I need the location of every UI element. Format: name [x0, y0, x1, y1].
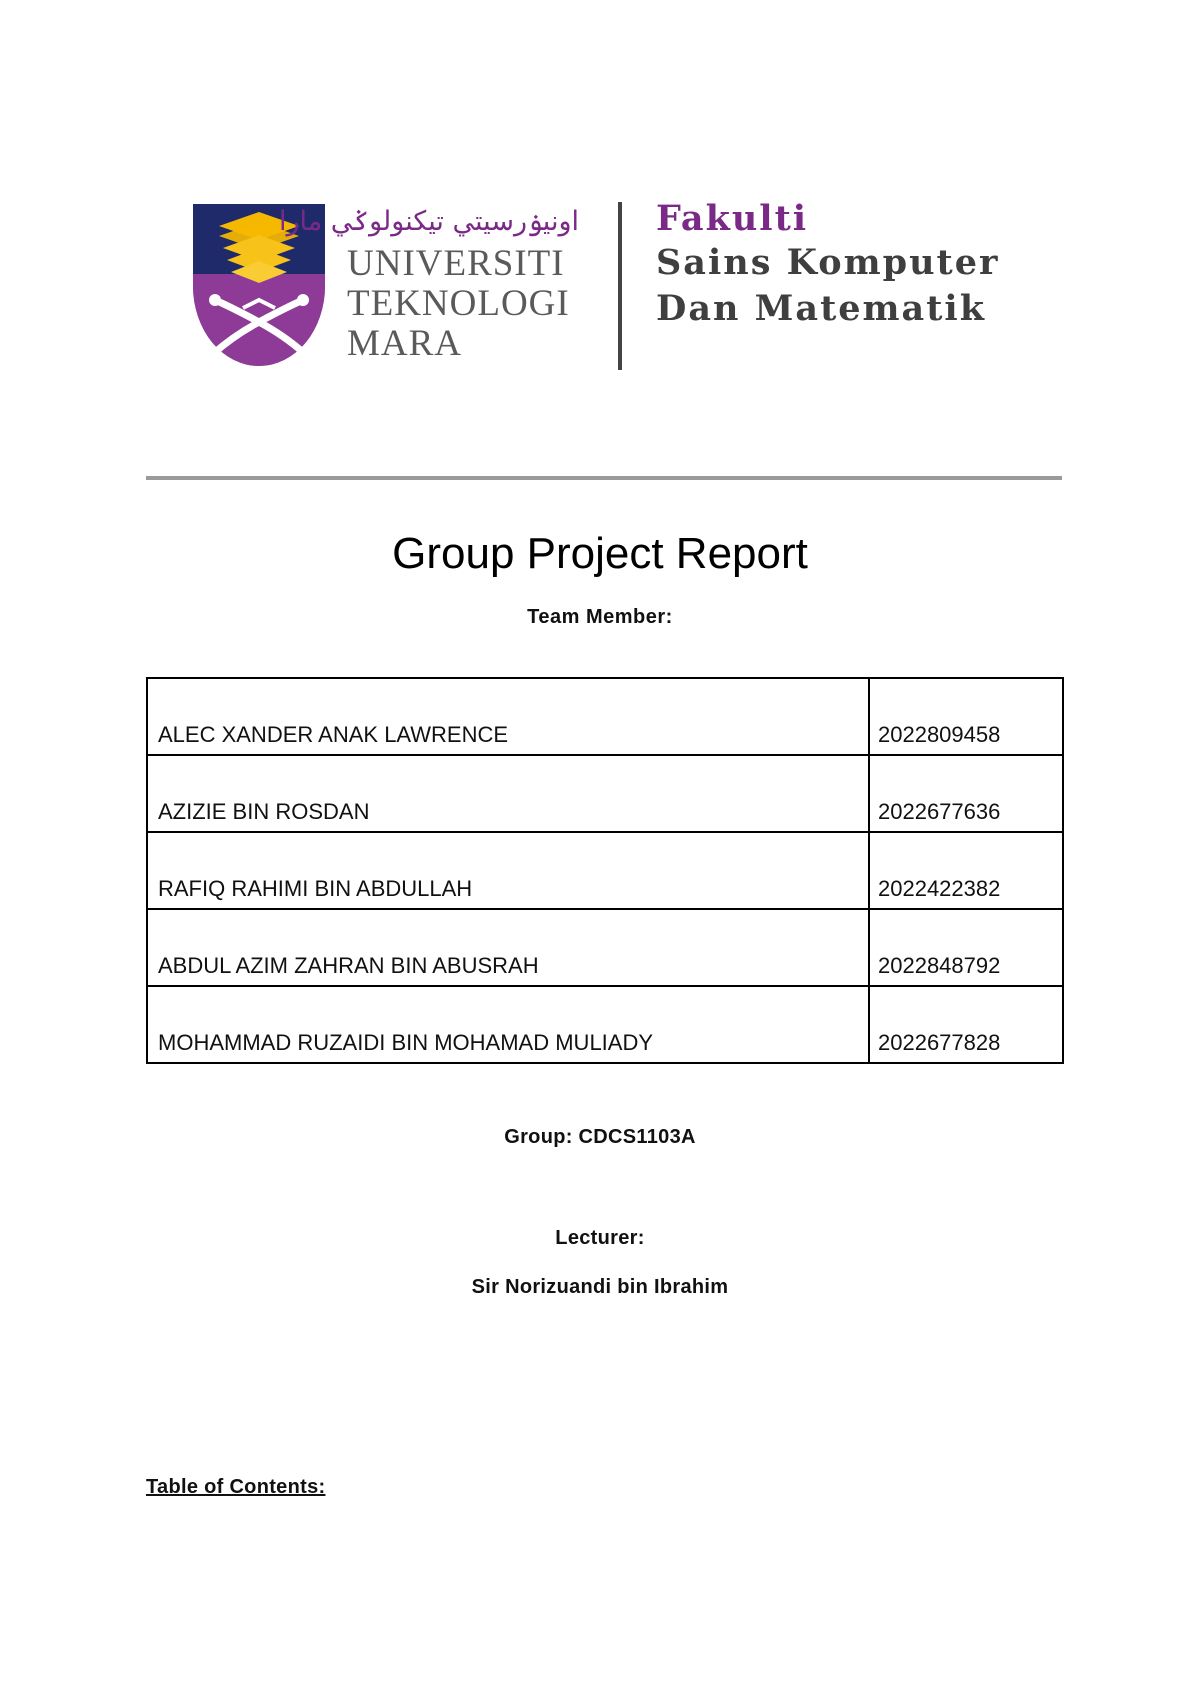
- report-title: Group Project Report: [392, 529, 808, 578]
- member-id: 2022677636: [869, 755, 1063, 832]
- faculty-line-2: Sains Komputer: [656, 242, 1000, 283]
- university-name: [278, 200, 607, 370]
- table-row: [147, 909, 1063, 986]
- faculty-name: [656, 200, 1016, 370]
- lecturer-name: Sir Norizuandi bin Ibrahim: [471, 1276, 729, 1298]
- faculty-line-1: Fakulti: [656, 198, 809, 239]
- logo-divider: [618, 202, 622, 370]
- member-name: AZIZIE BIN ROSDAN: [147, 755, 869, 832]
- member-id: 2022848792: [869, 909, 1063, 986]
- table-row: [147, 678, 1063, 755]
- member-name: ABDUL AZIM ZAHRAN BIN ABUSRAH: [147, 909, 869, 986]
- table-row: [147, 755, 1063, 832]
- lecturer-label: Lecturer:: [555, 1227, 645, 1249]
- group-code: Group: CDCS1103A: [504, 1126, 696, 1148]
- faculty-logo-banner: [193, 200, 1013, 376]
- member-id: 2022422382: [869, 832, 1063, 909]
- university-line-3: MARA: [347, 323, 463, 364]
- table-of-contents-heading: Table of Contents:: [146, 1476, 326, 1498]
- header-rule: [146, 476, 1062, 480]
- member-name: RAFIQ RAHIMI BIN ABDULLAH: [147, 832, 869, 909]
- member-id: 2022677828: [869, 986, 1063, 1063]
- university-line-2: TEKNOLOGI: [347, 283, 570, 324]
- member-name: ALEC XANDER ANAK LAWRENCE: [147, 678, 869, 755]
- table-row: [147, 832, 1063, 909]
- team-members-table: [146, 677, 1064, 1064]
- university-name-jawi: اونيۏرسيتي تيكنولوݢي مارا: [278, 206, 579, 237]
- member-name: MOHAMMAD RUZAIDI BIN MOHAMAD MULIADY: [147, 986, 869, 1063]
- team-member-label: Team Member:: [527, 606, 673, 628]
- faculty-line-3: Dan Matematik: [656, 288, 986, 329]
- university-line-1: UNIVERSITI: [347, 243, 565, 284]
- member-id: 2022809458: [869, 678, 1063, 755]
- table-row: [147, 986, 1063, 1063]
